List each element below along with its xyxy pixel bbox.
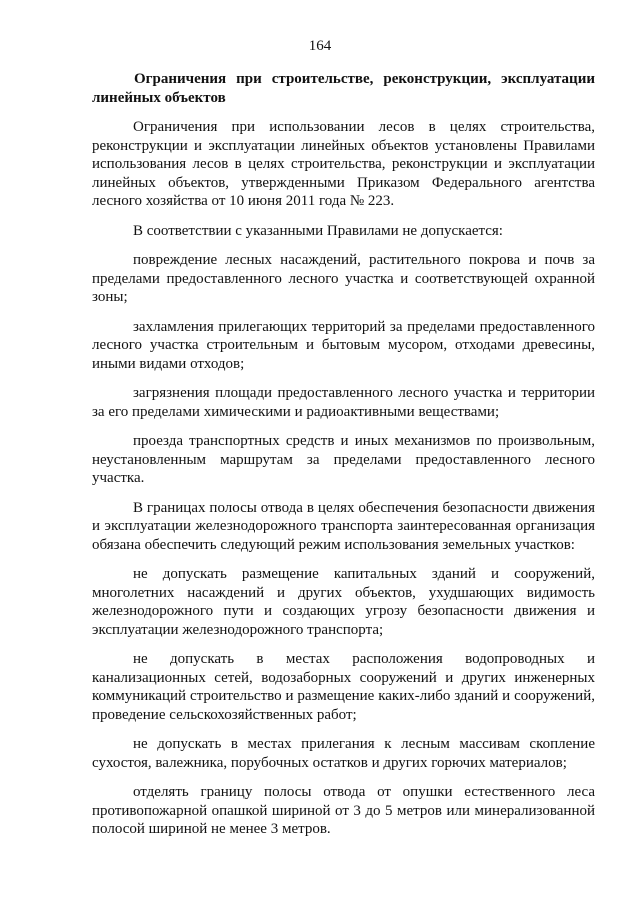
list-item-combustibles: не допускать в местах прилегания к лесным массивам скопление сухостоя, валежника, порубочных остатков и других горючих материалов; — [92, 736, 595, 771]
paragraph-intro: Ограничения при использовании лесов в целях строительства, реконструкции и эксплуатации линейных объектов установлены Правилами использования лесов в целях строительства, реконструкции и эксплуатации линейных объектов, утвержденными Приказом Федерального агентства лесного хозяйства от 10 июня 2011 года № 223. — [92, 119, 595, 209]
section-heading: Ограничения при строительстве, реконструкции, эксплуатации линейных объектов — [92, 71, 595, 106]
list-item-vehicle-passage: проезда транспортных средств и иных механизмов по произвольным, неустановленным маршрутам за пределами предоставленного лесного участка. — [92, 433, 595, 486]
paragraph-right-of-way: В границах полосы отвода в целях обеспечения безопасности движения и эксплуатации железнодорожного транспорта заинтересованная организация обязана обеспечить следующий режим использования земельных участков: — [92, 499, 595, 553]
list-item-firebreak: отделять границу полосы отвода от опушки естественного леса противопожарной опашкой шириной от 3 до 5 метров или минерализованной полосой шириной не менее 3 метров. — [92, 784, 595, 837]
list-item-utility-networks: не допускать в местах расположения водопроводных и канализационных сетей, водозаборных сооружений и других инженерных коммуникаций строительство и размещение каких-либо зданий и сооружений, проведение сельскохозяйственных работ; — [92, 651, 595, 723]
list-item-damage: повреждение лесных насаждений, растительного покрова и почв за пределами предоставленного лесного участка и соответствующей охранной зоны; — [92, 252, 595, 305]
list-item-pollution: загрязнения площади предоставленного лесного участка и территории за его пределами химическими и радиоактивными веществами; — [92, 385, 595, 420]
list-item-littering: захламления прилегающих территорий за пределами предоставленного лесного участка строительным и бытовым мусором, отходами древесины, иными видами отходов; — [92, 318, 595, 372]
page-content — [92, 70, 595, 850]
page-number: 164 — [308, 38, 332, 54]
paragraph-prohibitions-lead: В соответствии с указанными Правилами не допускается: — [133, 222, 503, 239]
list-item-no-buildings: не допускать размещение капитальных зданий и сооружений, многолетних насаждений и других объектов, ухудшающих видимость железнодорожного пути и создающих угрозу безопасности движения и эксплуатации железнодорожного транспорта; — [92, 566, 595, 638]
